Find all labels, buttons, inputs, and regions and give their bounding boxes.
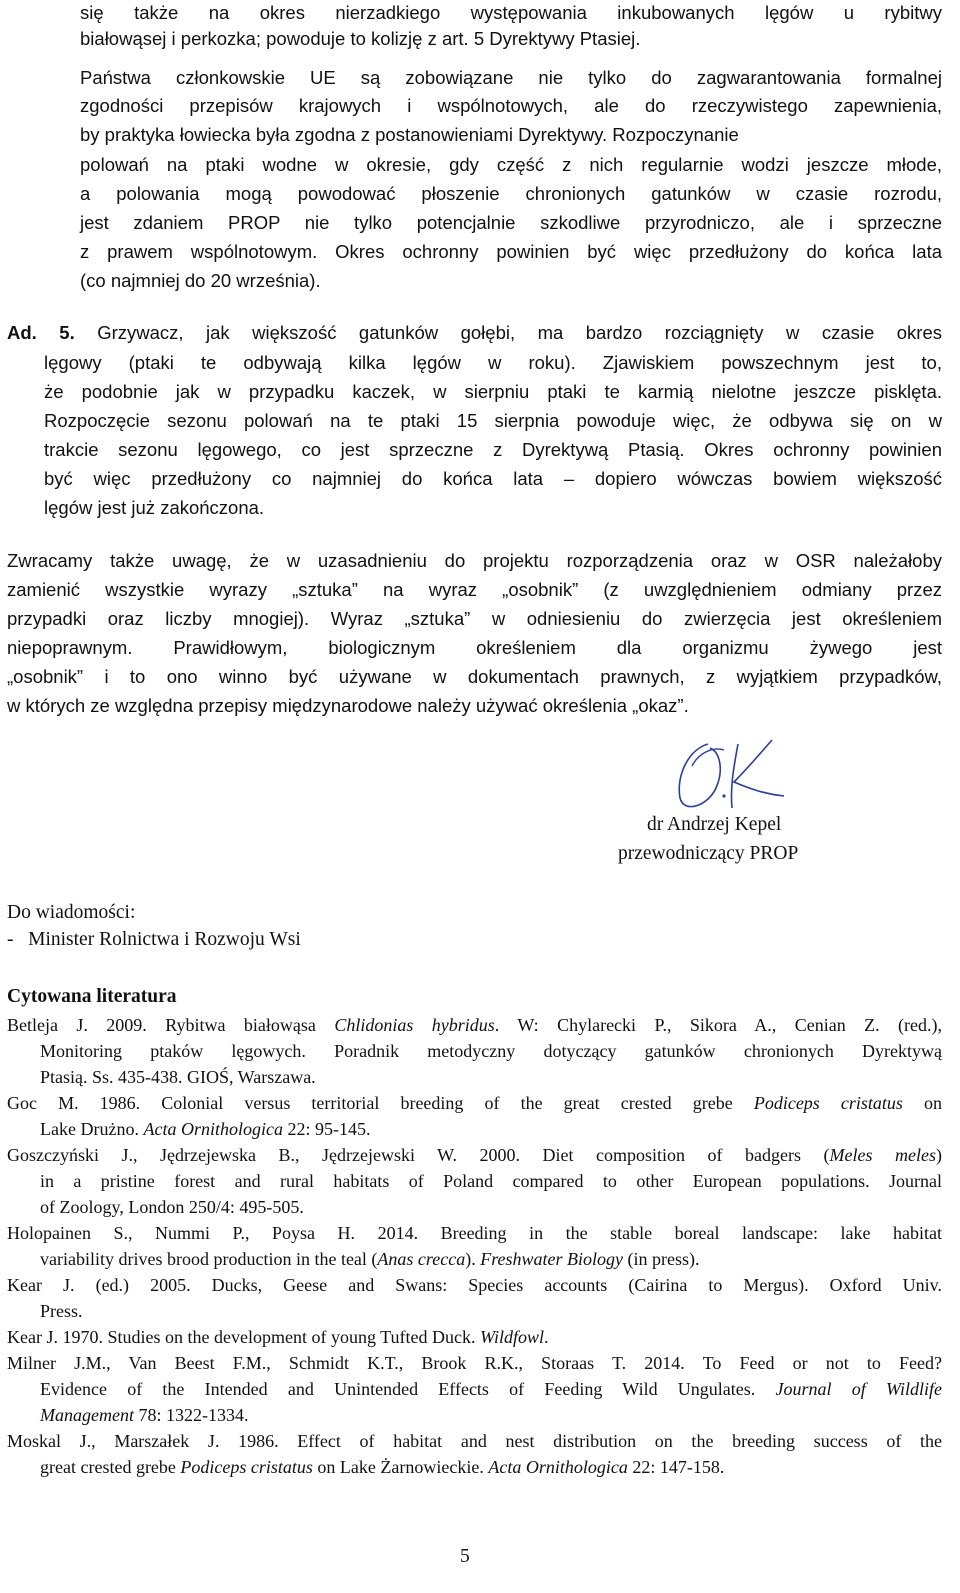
- text-line: w których ze względna przepisy międzynarodowe należy używać określenia „okaz”.: [7, 695, 689, 716]
- text-run: Betleja J. 2009. Rybitwa białowąsa: [7, 1015, 335, 1035]
- text-line: a polowania mogą powodować płoszenie chronionych gatunków w czasie rozrodu,: [80, 183, 942, 204]
- text-line: lęgowy (ptaki te odbywają kilka lęgów w roku). Zjawiskiem powszechnym jest to,: [44, 352, 942, 373]
- text-line: zamienić wszystkie wyrazy „sztuka” na wyraz „osobnik” (z uwzględnieniem odmiany przez: [7, 579, 942, 600]
- bibliography-heading: Cytowana literatura: [7, 986, 177, 1007]
- text-run: Goc M. 1986. Colonial versus territorial breeding of the great crested grebe: [7, 1093, 754, 1113]
- text-line: że podobnie jak w przypadku kaczek, w sierpniu ptaki te karmią nielotne jeszcze pisklęta.: [44, 381, 942, 402]
- journal-name: Freshwater Biology: [480, 1249, 624, 1269]
- reference-line: [40, 1376, 942, 1402]
- text-run: Grzywacz, jak większość gatunków gołębi, ma bardzo rozciągnięty w czasie okres: [74, 322, 942, 343]
- text-line: [80, 122, 942, 149]
- text-line: [7, 320, 942, 346]
- species-name: Podiceps cristatus: [180, 1457, 313, 1477]
- text-line: trakcie sezonu lęgowego, co jest sprzeczne z Dyrektywą Ptasią. Okres ochronny powinien: [44, 439, 942, 460]
- handwritten-signature: [668, 736, 788, 818]
- reference-line: [40, 1454, 724, 1480]
- signer-role: przewodniczący PROP: [618, 843, 799, 864]
- species-name: Anas crecca: [377, 1249, 466, 1269]
- journal-name: Management: [40, 1405, 134, 1425]
- text-run: 22: 95-145.: [282, 1119, 371, 1139]
- text-line: się także na okres nierzadkiego występowania inkubowanych lęgów u rybitwy: [80, 2, 942, 23]
- reference-line: Press.: [40, 1301, 83, 1321]
- distribution-item: - Minister Rolnictwa i Rozwoju Wsi: [7, 929, 301, 950]
- page-number: 5: [460, 1546, 470, 1567]
- reference-line: [40, 1402, 248, 1428]
- reference-line: Moskal J., Marszałek J. 1986. Effect of habitat and nest distribution on the breeding success of the: [7, 1431, 942, 1451]
- text-run: 78: 1322-1334.: [133, 1405, 249, 1425]
- text-line: przypadki oraz liczby mnogiej). Wyraz „sztuka” w odniesieniu do zwierzęcia jest określeniem: [7, 608, 942, 629]
- signer-name: dr Andrzej Kepel: [647, 814, 782, 835]
- journal-name: Journal of Wildlife: [775, 1379, 942, 1399]
- reference-line: Monitoring ptaków lęgowych. Poradnik metodyczny dotyczący gatunków chronionych Dyrektywą: [40, 1041, 942, 1061]
- reference-line: [7, 1142, 942, 1168]
- text-line: (co najmniej do 20 września).: [80, 270, 321, 291]
- text-run: Goszczyński J., Jędrzejewska B., Jędrzejewski W. 2000. Diet composition of badgers (: [7, 1145, 830, 1165]
- text-run: 22: 147-158.: [627, 1457, 725, 1477]
- text-line: Rozpoczęcie sezonu polowań na te ptaki 15 sierpnia powoduje więc, że odbywa się on w: [44, 410, 942, 431]
- reference-line: [40, 1116, 370, 1142]
- text-line: z prawem wspólnotowym. Okres ochronny powinien być więc przedłużony do końca lata: [80, 241, 942, 262]
- text-line: zgodności przepisów krajowych i wspólnotowych, ale do rzeczywistego zapewnienia,: [80, 95, 942, 116]
- reference-line: Holopainen S., Nummi P., Poysa H. 2014. Breeding in the stable boreal landscape: lake habitat: [7, 1223, 942, 1243]
- reference-line: [7, 1324, 548, 1350]
- species-name: Meles meles: [829, 1145, 936, 1165]
- text-run: variability drives brood production in the teal (: [40, 1249, 378, 1269]
- reference-line: [7, 1012, 942, 1038]
- text-run: by praktyka łowiecka była zgodna z postanowieniami Dyrektywy.: [80, 124, 608, 145]
- journal-name: Acta Ornithologica: [143, 1119, 283, 1139]
- text-run: on: [902, 1093, 942, 1113]
- text-line: lęgów jest już zakończona.: [44, 497, 265, 518]
- species-name: Chlidonias hybridus: [334, 1015, 495, 1035]
- distribution-heading: Do wiadomości:: [7, 902, 136, 923]
- reference-line: Ptasią. Ss. 435-438. GIOŚ, Warszawa.: [40, 1067, 316, 1087]
- journal-name: Acta Ornithologica: [488, 1457, 628, 1477]
- text-run: .: [543, 1327, 549, 1347]
- text-run: Rozpoczynanie: [607, 124, 739, 145]
- text-run: Lake Drużno.: [40, 1119, 144, 1139]
- text-run: ): [936, 1145, 942, 1165]
- text-line: białowąsej i perkozka; powoduje to kolizję z art. 5 Dyrektywy Ptasiej.: [80, 28, 641, 49]
- text-run: Kear J. 1970. Studies on the development of young Tufted Duck.: [7, 1327, 480, 1347]
- text-run: on Lake Żarnowieckie.: [312, 1457, 489, 1477]
- reference-line: in a pristine forest and rural habitats of Poland compared to other European populations. Journal: [40, 1171, 942, 1191]
- text-line: być więc przedłużony co najmniej do końca lata – dopiero wówczas bowiem większość: [44, 468, 942, 489]
- text-run: ).: [465, 1249, 481, 1269]
- text-run: Evidence of the Intended and Unintended Effects of Feeding Wild Ungulates.: [40, 1379, 776, 1399]
- text-line: niepoprawnym. Prawidłowym, biologicznym określeniem dla organizmu żywego jest: [7, 637, 942, 658]
- journal-name: Wildfowl: [479, 1327, 544, 1347]
- text-line: „osobnik” i to ono winno być używane w dokumentach prawnych, z wyjątkiem przypadków,: [7, 666, 942, 687]
- text-run: (in press).: [623, 1249, 700, 1269]
- reference-line: Kear J. (ed.) 2005. Ducks, Geese and Swans: Species accounts (Cairina to Mergus). Oxford Univ.: [7, 1275, 942, 1295]
- reference-line: Milner J.M., Van Beest F.M., Schmidt K.T., Brook R.K., Storaas T. 2014. To Feed or not to Feed?: [7, 1353, 942, 1373]
- text-line: Zwracamy także uwagę, że w uzasadnieniu do projektu rozporządzenia oraz w OSR należałoby: [7, 550, 942, 571]
- text-line: Państwa członkowskie UE są zobowiązane nie tylko do zagwarantowania formalnej: [80, 67, 942, 88]
- text-line: polowań na ptaki wodne w okresie, gdy część z nich regularnie wodzi jeszcze młode,: [80, 154, 942, 175]
- species-name: Podiceps cristatus: [753, 1093, 903, 1113]
- reference-line: [7, 1090, 942, 1116]
- text-run: great crested grebe: [40, 1457, 181, 1477]
- reference-line: [40, 1246, 700, 1272]
- section-label: Ad. 5.: [7, 322, 75, 343]
- reference-line: of Zoology, London 250/4: 495-505.: [40, 1197, 304, 1217]
- text-run: . W: Chylarecki P., Sikora A., Cenian Z. (red.),: [494, 1015, 943, 1035]
- text-line: jest zdaniem PROP nie tylko potencjalnie szkodliwe przyrodniczo, ale i sprzeczne: [80, 212, 942, 233]
